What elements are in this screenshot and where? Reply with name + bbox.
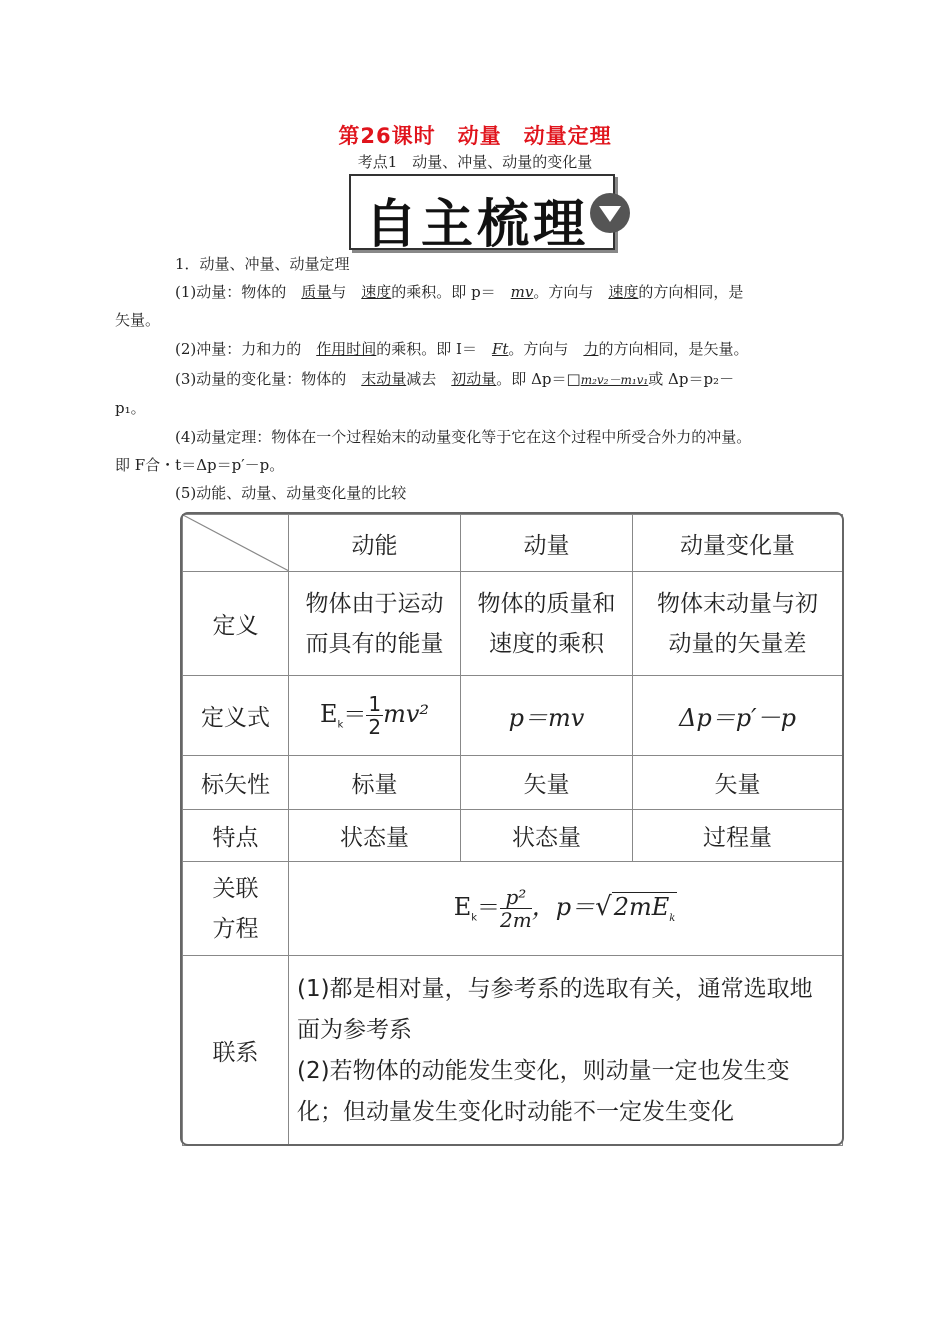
fraction-numerator: p² [500, 886, 532, 909]
text: (4)动量定理：物体在一个过程始末的动量变化等于它在这个过程中所受合外力的冲量。 [175, 428, 752, 446]
header-kinetic-energy: 动能 [289, 515, 461, 572]
formula-eq: ＝ [343, 702, 367, 728]
banner-title: 自主梳理 [365, 195, 590, 255]
text: 。即 Δp＝□ [496, 370, 581, 388]
answer-blank: mv [510, 283, 534, 301]
text: 与 [331, 283, 362, 301]
header-momentum: 动量 [461, 515, 633, 572]
text: (2)冲量：力和力的 [175, 340, 317, 358]
sqrt-text: 2mE [613, 893, 670, 921]
cell-vector-change: 矢量 [633, 756, 843, 810]
answer-blank: 初动量 [451, 370, 497, 388]
cell-relation-formula [289, 862, 843, 956]
text: 的乘积。即 p＝ [391, 283, 511, 301]
header-momentum-change: 动量变化量 [633, 515, 843, 572]
fraction [500, 886, 532, 931]
cell-formula-momentum: p＝mv [461, 676, 633, 756]
row-label-vector: 标矢性 [183, 756, 289, 810]
cell-feature-momentum: 状态量 [461, 810, 633, 862]
text: 减去 [406, 370, 452, 388]
text: 或 Δp＝p₂－ [648, 370, 735, 388]
formula-subscript: k [669, 912, 676, 924]
row-label-formula: 定义式 [183, 676, 289, 756]
link-line-2: (2)若物体的动能发生变化，则动量一定也发生变化；但动量发生变化时动能不一定发生变化 [297, 1057, 790, 1125]
fraction [366, 693, 383, 738]
triangle-down-icon [590, 193, 630, 233]
text: 。方向与 [533, 283, 609, 301]
heading-1: 1．动量、冲量、动量定理 [175, 255, 350, 273]
cell-vector-momentum: 矢量 [461, 756, 633, 810]
fraction-numerator: 1 [368, 692, 382, 716]
cell-formula-kinetic [289, 676, 461, 756]
sqrt-content [612, 892, 678, 924]
label-line: 方程 [212, 915, 259, 942]
table-row [183, 956, 843, 1146]
sqrt-sign: √ [595, 892, 612, 922]
table-row [183, 862, 843, 956]
answer-blank: 速度 [608, 283, 639, 301]
comparison-table [182, 514, 843, 1146]
text: 的方向相同，是矢量。 [598, 340, 749, 358]
answer-blank: 速度 [361, 283, 392, 301]
formula-symbol: E [320, 700, 338, 728]
cell-definition-momentum: 物体的质量和速度的乘积 [461, 572, 633, 676]
formula-eq: ＝ [477, 895, 501, 921]
table-row [183, 515, 843, 572]
table-row [183, 810, 843, 862]
row-label-feature: 特点 [183, 810, 289, 862]
paragraph-theorem [115, 423, 815, 479]
text: 矢量。 [115, 311, 161, 329]
text: (3)动量的变化量：物体的 [175, 370, 362, 388]
answer-blank: 质量 [301, 283, 332, 301]
text: 的乘积。即 I＝ [376, 340, 492, 358]
cell-definition-change: 物体末动量与初动量的矢量差 [633, 572, 843, 676]
cell-definition-kinetic: 物体由于运动而具有的能量 [289, 572, 461, 676]
formula-subscript: k [337, 719, 344, 731]
corner-cell [183, 515, 289, 572]
text: p₁。 [115, 399, 146, 417]
row-label-definition: 定义 [183, 572, 289, 676]
answer-blank: Ft [491, 340, 509, 358]
fraction-denominator: 2m [500, 908, 532, 932]
row-label-relation [183, 862, 289, 956]
paragraph-impulse [145, 335, 815, 363]
fraction-denominator: 2 [368, 715, 382, 739]
formula-symbol: E [453, 893, 472, 921]
answer-blank: 末动量 [361, 370, 407, 388]
table-row [183, 572, 843, 676]
page-title: 第26课时 动量 动量定理 [338, 124, 612, 148]
text: 的方向相同，是 [638, 283, 744, 301]
cell-vector-kinetic: 标量 [289, 756, 461, 810]
diagonal-line [183, 515, 289, 571]
cell-formula-change: Δp＝p′－p [633, 676, 843, 756]
answer-blank: 作用时间 [316, 340, 377, 358]
cell-feature-change: 过程量 [633, 810, 843, 862]
formula-subscript: k [471, 912, 478, 924]
cell-link-text [289, 956, 843, 1146]
paragraph-momentum-change [115, 365, 815, 422]
text: (1)动量：物体的 [175, 283, 302, 301]
paragraph-comparison: (5)动能、动量、动量变化量的比较 [175, 484, 407, 502]
label-line: 关联 [212, 875, 259, 902]
formula-symbol: mv² [383, 700, 429, 728]
link-line-1: (1)都是相对量，与参考系的选取有关，通常选取地面为参考系 [297, 975, 813, 1043]
table-row [183, 676, 843, 756]
formula-symbol: ，p＝ [531, 893, 596, 921]
paragraph-momentum [115, 278, 815, 334]
banner-box [349, 174, 615, 255]
text: 。方向与 [508, 340, 584, 358]
answer-blank: m₂v₂－m₁v₁ [580, 373, 649, 387]
row-label-link: 联系 [183, 956, 289, 1146]
table-row [183, 756, 843, 810]
cell-feature-kinetic: 状态量 [289, 810, 461, 862]
text: 即 F合・t＝Δp＝p′－p。 [115, 456, 285, 474]
section-subtitle: 考点1 动量、冲量、动量的变化量 [357, 153, 593, 171]
answer-blank: 力 [583, 340, 599, 358]
